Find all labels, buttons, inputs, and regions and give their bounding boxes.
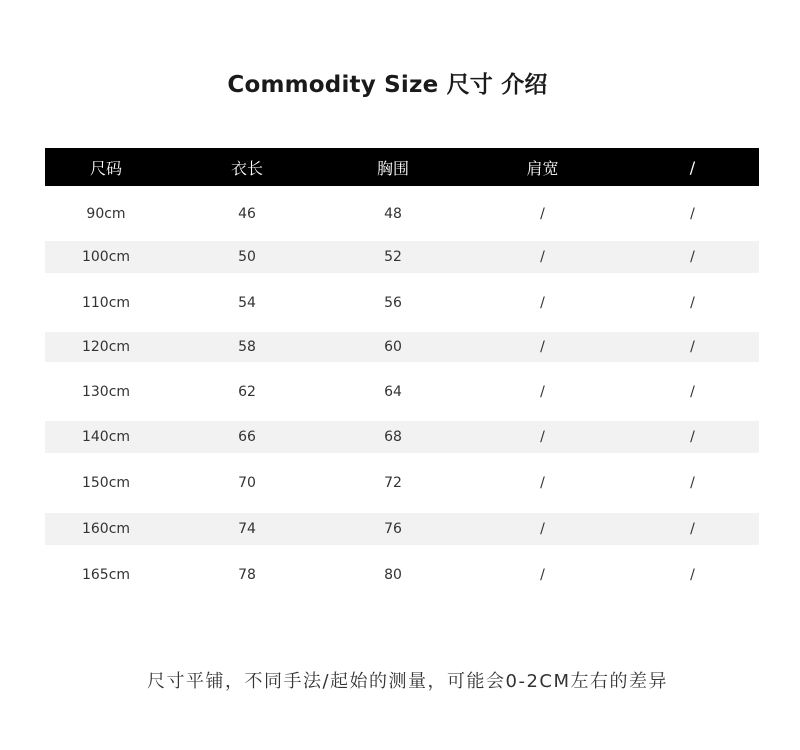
measurement-note: 尺寸平铺，不同手法/起始的测量，可能会0-2CM左右的差异 xyxy=(146,671,669,692)
chest-cell: 60 xyxy=(384,339,402,355)
extra-cell: / xyxy=(690,339,695,355)
header-length: 衣长 xyxy=(230,158,263,178)
shoulder-cell: / xyxy=(540,429,545,445)
extra-cell: / xyxy=(690,205,695,222)
size-cell: 140cm xyxy=(81,429,131,445)
table-row xyxy=(45,186,759,241)
table-row xyxy=(45,332,759,362)
length-cell: 58 xyxy=(238,339,256,355)
length-cell: 70 xyxy=(238,475,256,491)
header-shoulder: 肩宽 xyxy=(526,158,559,178)
shoulder-cell: / xyxy=(540,339,545,355)
extra-cell: / xyxy=(690,249,695,265)
page-title: Commodity Size 尺寸 介绍 xyxy=(227,72,548,98)
shoulder-cell: / xyxy=(540,521,545,537)
size-cell: 100cm xyxy=(81,249,131,265)
extra-cell: / xyxy=(690,567,695,583)
header-chest: 胸围 xyxy=(376,158,409,178)
size-cell: 110cm xyxy=(81,294,131,311)
length-cell: 66 xyxy=(238,429,256,445)
extra-cell: / xyxy=(690,383,695,400)
chest-cell: 56 xyxy=(384,294,402,311)
size-cell: 120cm xyxy=(81,339,131,355)
shoulder-cell: / xyxy=(540,567,545,583)
size-cell: 130cm xyxy=(81,383,131,400)
table-row xyxy=(45,241,759,273)
length-cell: 78 xyxy=(238,567,256,583)
chest-cell: 80 xyxy=(384,567,402,583)
length-cell: 50 xyxy=(238,249,256,265)
size-table xyxy=(45,148,759,605)
shoulder-cell: / xyxy=(540,475,545,491)
extra-cell: / xyxy=(690,429,695,445)
chest-cell: 72 xyxy=(384,475,402,491)
size-cell: 160cm xyxy=(81,521,131,537)
shoulder-cell: / xyxy=(540,205,545,222)
chest-cell: 64 xyxy=(384,383,402,400)
chest-cell: 52 xyxy=(384,249,402,265)
table-row xyxy=(45,421,759,453)
table-row xyxy=(45,453,759,513)
chest-cell: 48 xyxy=(384,205,402,222)
extra-cell: / xyxy=(690,521,695,537)
length-cell: 74 xyxy=(238,521,256,537)
header-size: 尺码 xyxy=(89,158,122,178)
length-cell: 46 xyxy=(238,205,256,222)
chest-cell: 68 xyxy=(384,429,402,445)
extra-cell: / xyxy=(690,294,695,311)
table-row xyxy=(45,362,759,421)
size-cell: 165cm xyxy=(81,567,131,583)
table-row xyxy=(45,273,759,332)
length-cell: 54 xyxy=(238,294,256,311)
header-extra: / xyxy=(689,157,696,177)
size-cell: 90cm xyxy=(86,205,126,222)
length-cell: 62 xyxy=(238,383,256,400)
shoulder-cell: / xyxy=(540,249,545,265)
table-row xyxy=(45,513,759,545)
extra-cell: / xyxy=(690,475,695,491)
table-header xyxy=(45,148,759,186)
shoulder-cell: / xyxy=(540,294,545,311)
shoulder-cell: / xyxy=(540,383,545,400)
table-row xyxy=(45,545,759,605)
chest-cell: 76 xyxy=(384,521,402,537)
size-cell: 150cm xyxy=(81,475,131,491)
